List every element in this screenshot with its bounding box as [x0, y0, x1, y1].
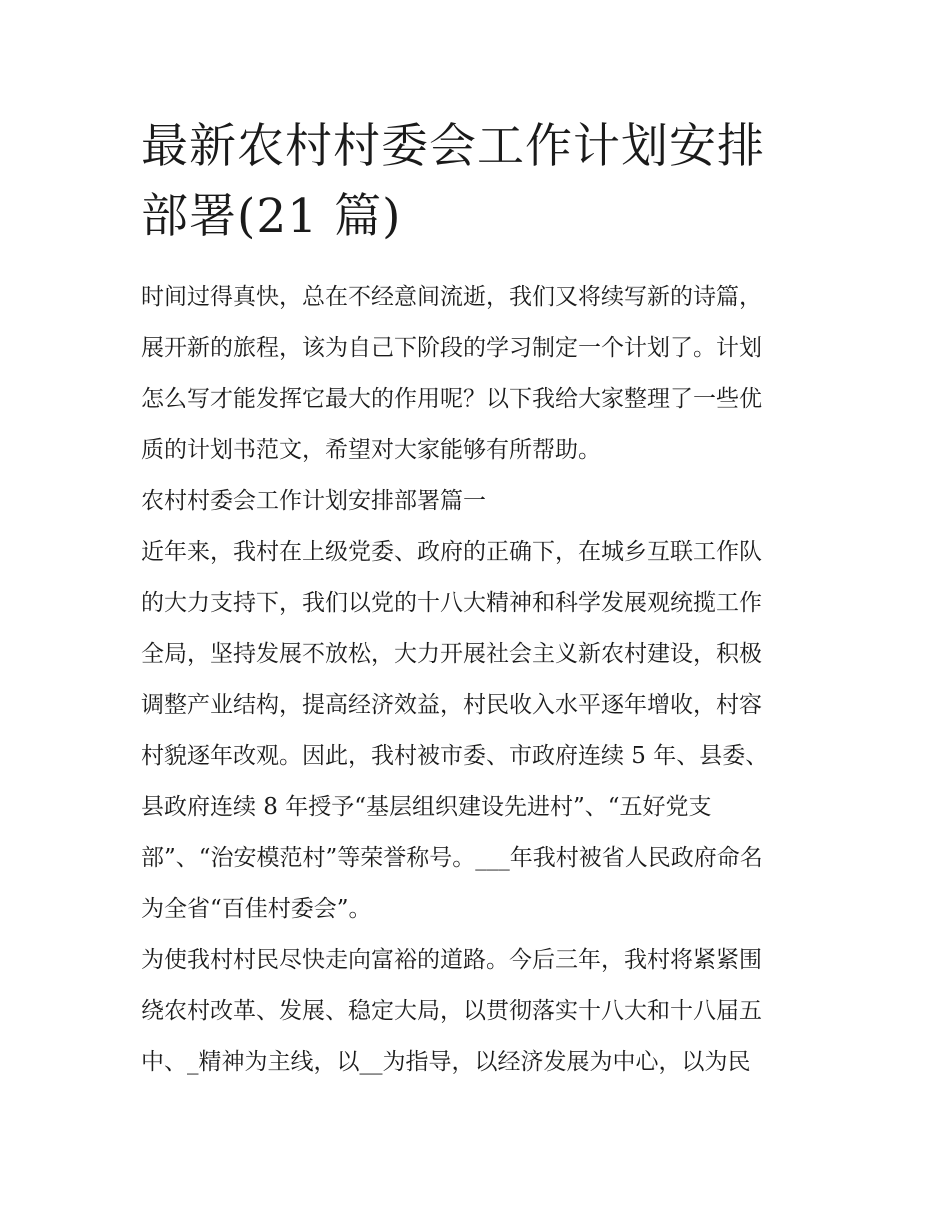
text-line: 绕农村改革、发展、稳定大局，以贯彻落实十八大和十八届五	[141, 998, 762, 1024]
title-line-2: 部署(21 篇)	[141, 189, 402, 244]
text-line: 县政府连续 8 年授予“基层组织建设先进村”、“五好党支	[141, 794, 712, 820]
text-line: 中、_精神为主线，以__为指导，以经济发展为中心，以为民	[141, 1049, 751, 1075]
document-page	[141, 112, 813, 1088]
text-line: 部”、“治安模范村”等荣誉称号。___年我村被省人民政府命名	[141, 845, 763, 871]
title-line-1: 最新农村村委会工作计划安排	[141, 119, 765, 174]
text-line: 为使我村村民尽快走向富裕的道路。今后三年，我村将紧紧围	[141, 947, 762, 973]
text-line: 时间过得真快，总在不经意间流逝，我们又将续写新的诗篇，	[141, 284, 762, 310]
text-line: 展开新的旅程，该为自己下阶段的学习制定一个计划了。计划	[141, 335, 762, 361]
body-paragraph-2	[141, 935, 813, 1088]
text-line: 怎么写才能发挥它最大的作用呢？以下我给大家整理了一些优	[141, 386, 762, 412]
body-paragraph-1	[141, 527, 813, 935]
section-heading	[141, 476, 813, 527]
text-line: 全局，坚持发展不放松，大力开展社会主义新农村建设，积极	[141, 641, 762, 667]
text-line: 调整产业结构，提高经济效益，村民收入水平逐年增收，村容	[141, 692, 762, 718]
text-line: 为全省“百佳村委会”。	[141, 896, 372, 922]
text-line: 的大力支持下，我们以党的十八大精神和科学发展观统揽工作	[141, 590, 762, 616]
document-title	[141, 112, 813, 252]
text-line: 村貌逐年改观。因此，我村被市委、市政府连续 5 年、县委、	[141, 743, 769, 769]
text-line: 农村村委会工作计划安排部署篇一	[141, 488, 486, 514]
text-line: 近年来，我村在上级党委、政府的正确下，在城乡互联工作队	[141, 539, 762, 565]
intro-paragraph	[141, 272, 813, 476]
text-line: 质的计划书范文，希望对大家能够有所帮助。	[141, 437, 601, 463]
